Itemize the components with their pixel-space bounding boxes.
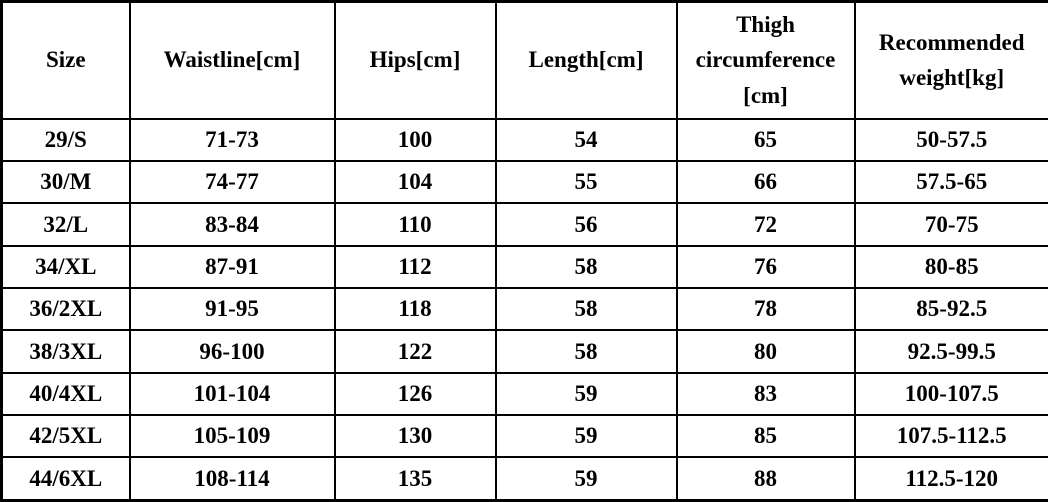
hips-cell: 130 (335, 415, 496, 457)
table-row (2, 161, 1048, 203)
recommended-weight-cell: 50-57.5 (855, 119, 1048, 161)
waistline-cell: 87-91 (130, 246, 335, 288)
length-cell: 58 (496, 288, 677, 330)
hips-cell: 112 (335, 246, 496, 288)
column-header-waistline: Waistline[cm] (130, 2, 335, 119)
length-cell: 59 (496, 373, 677, 415)
length-cell: 54 (496, 119, 677, 161)
size-cell: 36/2XL (2, 288, 130, 330)
column-header-length: Length[cm] (496, 2, 677, 119)
waistline-cell: 96-100 (130, 330, 335, 372)
hips-cell: 104 (335, 161, 496, 203)
waistline-cell: 83-84 (130, 203, 335, 245)
recommended-weight-cell: 80-85 (855, 246, 1048, 288)
hips-cell: 100 (335, 119, 496, 161)
table-header (2, 2, 1048, 119)
size-cell: 30/M (2, 161, 130, 203)
hips-cell: 118 (335, 288, 496, 330)
waistline-cell: 71-73 (130, 119, 335, 161)
size-cell: 42/5XL (2, 415, 130, 457)
table-row (2, 203, 1048, 245)
waistline-cell: 105-109 (130, 415, 335, 457)
thigh-circumference-cell: 66 (677, 161, 855, 203)
thigh-circumference-cell: 88 (677, 457, 855, 500)
waistline-cell: 74-77 (130, 161, 335, 203)
size-cell: 38/3XL (2, 330, 130, 372)
waistline-cell: 108-114 (130, 457, 335, 500)
table-row (2, 246, 1048, 288)
column-header-recommended-weight: Recommended weight[kg] (855, 2, 1048, 119)
recommended-weight-cell: 57.5-65 (855, 161, 1048, 203)
table-body (2, 119, 1048, 501)
recommended-weight-cell: 100-107.5 (855, 373, 1048, 415)
thigh-circumference-cell: 78 (677, 288, 855, 330)
size-cell: 29/S (2, 119, 130, 161)
length-cell: 59 (496, 415, 677, 457)
size-cell: 44/6XL (2, 457, 130, 500)
header-row (2, 2, 1048, 119)
recommended-weight-cell: 107.5-112.5 (855, 415, 1048, 457)
table-row (2, 415, 1048, 457)
length-cell: 58 (496, 330, 677, 372)
hips-cell: 110 (335, 203, 496, 245)
length-cell: 59 (496, 457, 677, 500)
column-header-size: Size (2, 2, 130, 119)
thigh-circumference-cell: 65 (677, 119, 855, 161)
size-cell: 34/XL (2, 246, 130, 288)
thigh-circumference-cell: 72 (677, 203, 855, 245)
thigh-circumference-cell: 85 (677, 415, 855, 457)
column-header-thigh-circumference: Thigh circumference [cm] (677, 2, 855, 119)
length-cell: 56 (496, 203, 677, 245)
waistline-cell: 91-95 (130, 288, 335, 330)
length-cell: 55 (496, 161, 677, 203)
size-cell: 32/L (2, 203, 130, 245)
table-row (2, 373, 1048, 415)
length-cell: 58 (496, 246, 677, 288)
table-row (2, 288, 1048, 330)
recommended-weight-cell: 85-92.5 (855, 288, 1048, 330)
recommended-weight-cell: 92.5-99.5 (855, 330, 1048, 372)
thigh-circumference-cell: 80 (677, 330, 855, 372)
table-row (2, 457, 1048, 500)
waistline-cell: 101-104 (130, 373, 335, 415)
recommended-weight-cell: 112.5-120 (855, 457, 1048, 500)
thigh-circumference-cell: 76 (677, 246, 855, 288)
table-row (2, 330, 1048, 372)
size-cell: 40/4XL (2, 373, 130, 415)
recommended-weight-cell: 70-75 (855, 203, 1048, 245)
hips-cell: 122 (335, 330, 496, 372)
thigh-circumference-cell: 83 (677, 373, 855, 415)
table-row (2, 119, 1048, 161)
hips-cell: 126 (335, 373, 496, 415)
hips-cell: 135 (335, 457, 496, 500)
column-header-hips: Hips[cm] (335, 2, 496, 119)
